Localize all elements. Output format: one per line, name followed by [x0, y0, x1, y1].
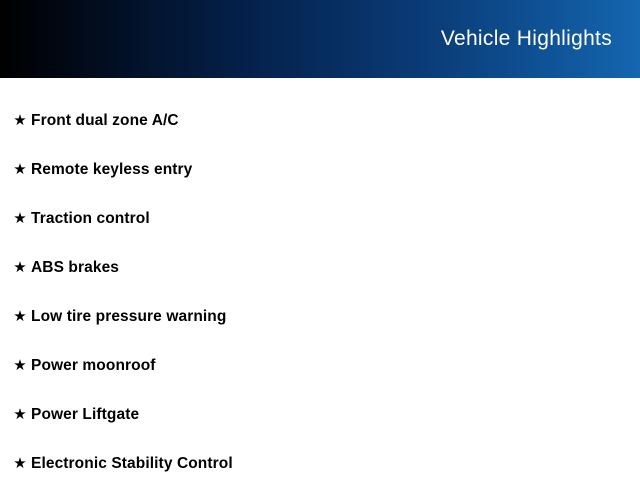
star-icon: ★: [13, 112, 27, 129]
list-item: [0, 145, 640, 194]
list-item: [0, 243, 640, 292]
highlight-label: Remote keyless entry: [31, 160, 193, 178]
star-icon: ★: [13, 455, 27, 472]
star-icon: ★: [13, 308, 27, 325]
highlights-list: [0, 78, 640, 488]
highlight-label: Electronic Stability Control: [31, 454, 233, 472]
list-item: [0, 439, 640, 488]
star-icon: ★: [13, 357, 27, 374]
star-icon: ★: [13, 210, 27, 227]
highlight-label: Front dual zone A/C: [31, 111, 179, 129]
star-icon: ★: [13, 161, 27, 178]
list-item: [0, 292, 640, 341]
list-item: [0, 390, 640, 439]
highlight-label: Power Liftgate: [31, 405, 140, 423]
page-header: [0, 0, 640, 78]
highlight-label: Power moonroof: [31, 356, 156, 374]
list-item: [0, 341, 640, 390]
page-title: Vehicle Highlights: [440, 26, 612, 50]
highlight-label: ABS brakes: [31, 258, 120, 276]
star-icon: ★: [13, 259, 27, 276]
highlight-label: Low tire pressure warning: [31, 307, 227, 325]
list-item: [0, 194, 640, 243]
highlight-label: Traction control: [31, 209, 150, 227]
list-item: [0, 96, 640, 145]
star-icon: ★: [13, 406, 27, 423]
